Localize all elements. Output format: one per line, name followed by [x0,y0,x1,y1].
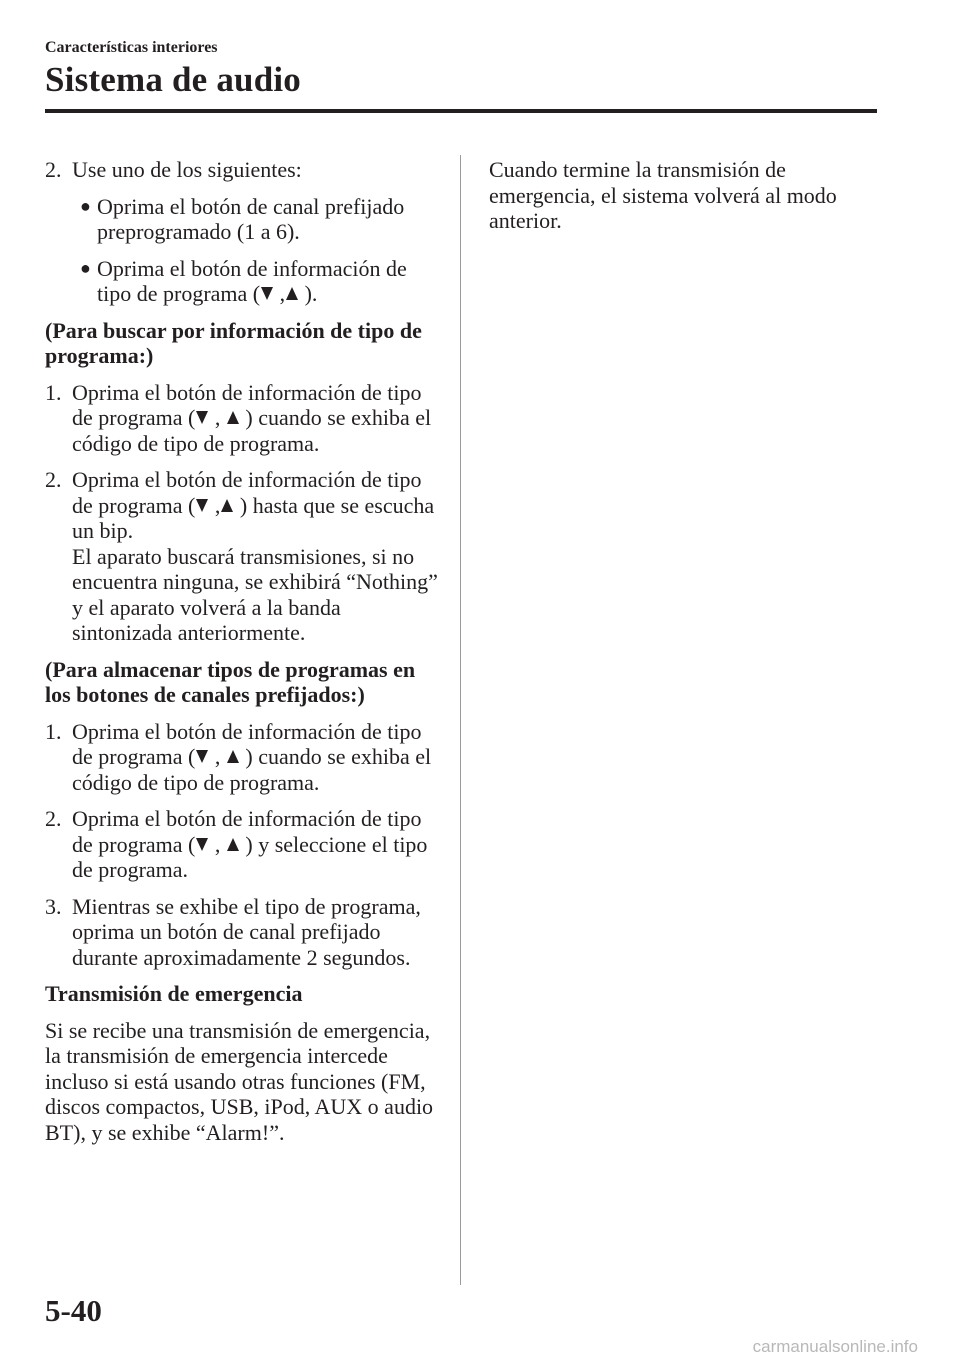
down-triangle-icon [196,411,208,424]
page-number: 5-40 [45,1293,102,1328]
section-label: Características interiores [45,39,218,56]
bullet-item: ● Oprima el botón de información de tipo de programa ( , ). [80,255,407,306]
list-item: 1. Oprima el botón de información de tipo de programa ( , ) cuando se exhiba el código de tipo de programa. [45,718,432,795]
list-item: 2. Oprima el botón de información de tipo de programa ( , ) hasta que se escucha un bip. El aparato buscará transmisiones, si no encuentra ninguna, se exhibirá “Nothing” y el aparato volverá a la banda sintonizada anteriormente. [45,467,440,646]
step-number: 1. [45,718,62,744]
step-number: 3. [45,893,62,919]
watermark: carmanualsonline.info [752,1337,918,1356]
column-divider [460,155,461,1285]
up-triangle-icon [286,287,298,300]
up-triangle-icon [227,838,239,851]
header-rule [45,109,877,113]
up-triangle-icon [227,411,239,424]
up-triangle-icon [221,499,233,512]
right-column [489,157,869,245]
emergency-paragraph: Si se recibe una transmisión de emergencia, la transmisión de emergencia intercede incluso si está usando otras funciones (FM, discos compactos, USB, iPod, AUX o audio BT), y se exhibe “Alarm!”. [45,1017,434,1145]
up-triangle-icon [227,750,239,763]
subheading-emergency: Transmisión de emergencia [45,981,303,1006]
down-triangle-icon [261,287,273,300]
step-text: Use uno de los siguientes: [72,157,302,182]
step-number: 2. [45,467,62,492]
step-note: El aparato buscará transmisiones, si no encuentra ninguna, se exhibirá “Nothing” y el aparato volverá a la banda sintonizada anteriormente. [72,543,438,645]
subheading-store: (Para almacenar tipos de programas en los botones de canales prefijados:) [45,656,416,707]
list-item [45,157,440,307]
page-title: Sistema de audio [45,60,302,99]
bullet-icon: ● [80,257,91,278]
bullet-text: Oprima el botón de información de tipo de programa ( [97,255,407,306]
bullet-item [72,194,440,245]
subheading-search: (Para buscar por información de tipo de programa:) [45,317,422,368]
left-column [45,157,440,1156]
list-item: 3. Mientras se exhibe el tipo de programa, oprima un botón de canal prefijado durante aproximadamente 2 segundos. [45,893,421,970]
emergency-end-paragraph: Cuando termine la transmisión de emergencia, el sistema volverá al modo anterior. [489,157,837,233]
page-header [45,38,880,100]
list-item: 1. Oprima el botón de información de tipo de programa ( , ) cuando se exhiba el código de tipo de programa. [45,379,432,456]
bullet-icon: ● [80,195,91,216]
list-item: 2. Oprima el botón de información de tipo de programa ( , ) y seleccione el tipo de programa. [45,806,428,882]
down-triangle-icon [196,838,208,851]
bullet-text: Oprima el botón de canal prefijado preprogramado (1 a 6). [97,193,405,244]
step-number: 1. [45,379,62,405]
down-triangle-icon [196,750,208,763]
step-number: 2. [45,157,62,182]
bullet-list [72,194,440,307]
step-number: 2. [45,806,62,831]
down-triangle-icon [196,499,208,512]
